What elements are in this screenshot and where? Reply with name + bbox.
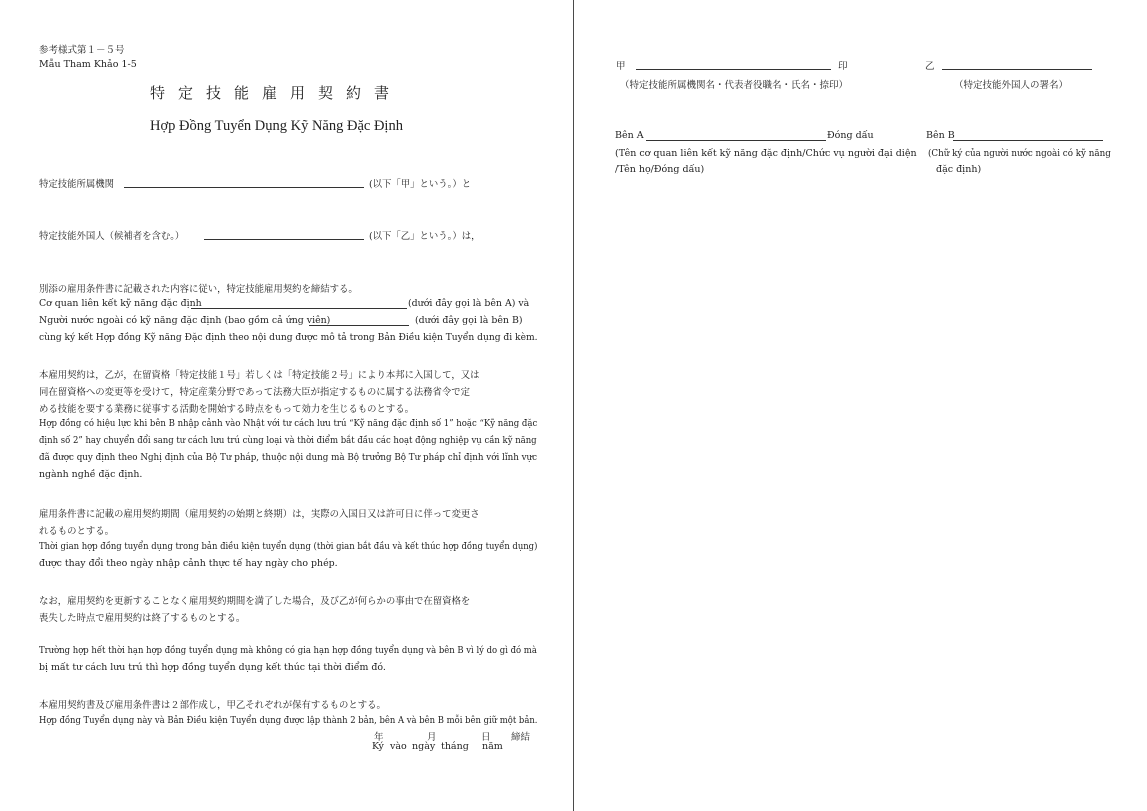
seal-vn: Đóng dấu: [827, 130, 874, 141]
title-vn: Hợp Đồng Tuyển Dụng Kỹ Năng Đặc Định: [150, 118, 403, 134]
date-at-vn: vào: [390, 741, 407, 752]
party-b-vn-note-2: đặc định): [936, 164, 982, 175]
party-a-name-field[interactable]: [124, 187, 364, 188]
party-b-vn-field[interactable]: [309, 325, 409, 326]
party-a-label: 特定技能所属機関: [39, 179, 115, 190]
party-a-vn-note-1: (Tên cơ quan liên kết kỹ năng đặc định/Chức vụ người đại diện: [615, 148, 917, 159]
agreement-vn-line1-post: (dưới đây gọi là bên A) và: [408, 298, 530, 309]
date-month-vn: tháng: [441, 741, 469, 752]
party-b-vn-signature-line[interactable]: [953, 140, 1103, 141]
period-vn-1: Thời gian hợp đồng tuyển dụng trong bản điều kiện tuyển dụng (thời gian bắt đầu và kết thúc hợp đồng tuyển dụng): [39, 541, 538, 552]
left-page: [0, 0, 573, 811]
period-vn-2: được thay đổi theo ngày nhập cảnh thực tế hay ngày cho phép.: [39, 558, 338, 569]
copies-jp: 本雇用契約書及び雇用条件書は２部作成し，甲乙それぞれが保有するものとする。: [39, 700, 386, 711]
party-a-vn-note-2: /Tên họ/Đóng dấu): [615, 164, 705, 175]
effective-jp-2: 同在留資格への変更等を受けて，特定産業分野であって法務大臣が指定するものに属する法務省令で定: [39, 387, 470, 398]
party-a-vn-signature-line[interactable]: [646, 140, 826, 141]
page-divider: [573, 0, 574, 811]
termination-jp-1: なお，雇用契約を更新することなく雇用契約期間を満了した場合，及び乙が何らかの事由で在留資格を: [39, 596, 471, 607]
party-a-vn-field[interactable]: [191, 308, 407, 309]
agreement-jp: 別添の雇用条件書に記載された内容に従い，特定技能雇用契約を締結する。: [39, 284, 358, 295]
party-b-jp-note: （特定技能外国人の署名）: [954, 80, 1069, 91]
date-day-vn: ngày: [412, 741, 436, 752]
party-a-vn-label: Bên A: [615, 130, 644, 141]
effective-jp-3: める技能を要する業務に従事する活動を開始する時点をもって効力を生じるものとする。: [39, 404, 415, 415]
form-ref-jp: 参考様式第１－５号: [39, 45, 125, 56]
party-b-vn-label: Bên B: [926, 130, 955, 141]
right-page: [575, 0, 1147, 811]
effective-vn-3: đã được quy định theo Nghị định của Bộ Tư pháp, thuộc nội dung mà Bộ trưởng Bộ Tư pháp chỉ định với lĩnh vực: [39, 452, 538, 463]
seal-jp: 印: [838, 61, 848, 72]
period-jp-2: れるものとする。: [39, 526, 115, 537]
party-b-signature-line[interactable]: [942, 69, 1092, 70]
party-b-label: 特定技能外国人（候補者を含む。）: [39, 231, 185, 242]
copies-vn: Hợp đồng Tuyển dụng này và Bản Điều kiện Tuyển dụng được lập thành 2 bản, bên A và bên B mỗi bên giữ một bản.: [39, 715, 538, 726]
period-jp-1: 雇用条件書に記載の雇用契約期間（雇用契約の始期と終期）は，実際の入国日又は許可日に伴って変更さ: [39, 509, 480, 520]
effective-jp-1: 本雇用契約は，乙が，在留資格「特定技能１号」若しくは「特定技能２号」により本邦に入国して，又は: [39, 370, 480, 381]
form-ref-vn: Mẫu Tham Khảo 1-5: [39, 59, 137, 70]
termination-vn-1: Trường hợp hết thời hạn hợp đồng tuyển dụng mà không có gia hạn hợp đồng tuyển dụng và bên B vì lý do gì đó mà: [39, 645, 537, 656]
effective-vn-2: định số 2” hay chuyển đổi sang tư cách lưu trú cùng loại và thời điểm bắt đầu các hoạt động nghiệp vụ cần kỹ năng: [39, 435, 537, 446]
date-day-jp: 日: [481, 732, 491, 743]
date-year-vn: năm: [482, 741, 503, 752]
date-sign-vn: Ký: [372, 741, 384, 752]
party-b-vn-note-1: (Chữ ký của người nước ngoài có kỹ năng: [928, 148, 1111, 159]
agreement-vn-line2-post: (dưới đây gọi là bên B): [415, 315, 523, 326]
termination-vn-2: bị mất tư cách lưu trú thì hợp đồng tuyển dụng kết thúc tại thời điểm đó.: [39, 662, 386, 673]
title-jp: 特定技能雇用契約書: [150, 84, 403, 102]
party-a-jp-label: 甲: [616, 61, 626, 72]
termination-jp-2: 喪失した時点で雇用契約は終了するものとする。: [39, 613, 246, 624]
party-a-suffix: (以下「甲」という。）と: [369, 179, 472, 190]
party-b-suffix: (以下「乙」という。）は，: [369, 231, 481, 242]
party-a-jp-note: （特定技能所属機関名・代表者役職名・氏名・捺印）: [620, 80, 849, 91]
date-year-jp: 年: [374, 732, 384, 743]
party-b-name-field[interactable]: [204, 239, 364, 240]
party-a-signature-line[interactable]: [636, 69, 831, 70]
agreement-vn-line3: cùng ký kết Hợp đồng Kỹ năng Đặc định theo nội dung được mô tả trong Bản Điều kiện Tuyển dụng đi kèm.: [39, 332, 538, 343]
date-month-jp: 月: [427, 732, 437, 743]
party-b-jp-label: 乙: [925, 61, 935, 72]
agreement-vn-line1-pre: Cơ quan liên kết kỹ năng đặc định: [39, 298, 202, 309]
date-sign-jp: 締結: [511, 732, 531, 743]
agreement-vn-line2-pre: Người nước ngoài có kỹ năng đặc định (bao gồm cả ứng viên): [39, 315, 331, 326]
effective-vn-4: ngành nghề đặc định.: [39, 469, 143, 480]
effective-vn-1: Hợp đồng có hiệu lực khi bên B nhập cảnh vào Nhật với tư cách lưu trú “Kỹ năng đặc định số 1” hoặc “Kỹ năng đặc: [39, 418, 538, 429]
